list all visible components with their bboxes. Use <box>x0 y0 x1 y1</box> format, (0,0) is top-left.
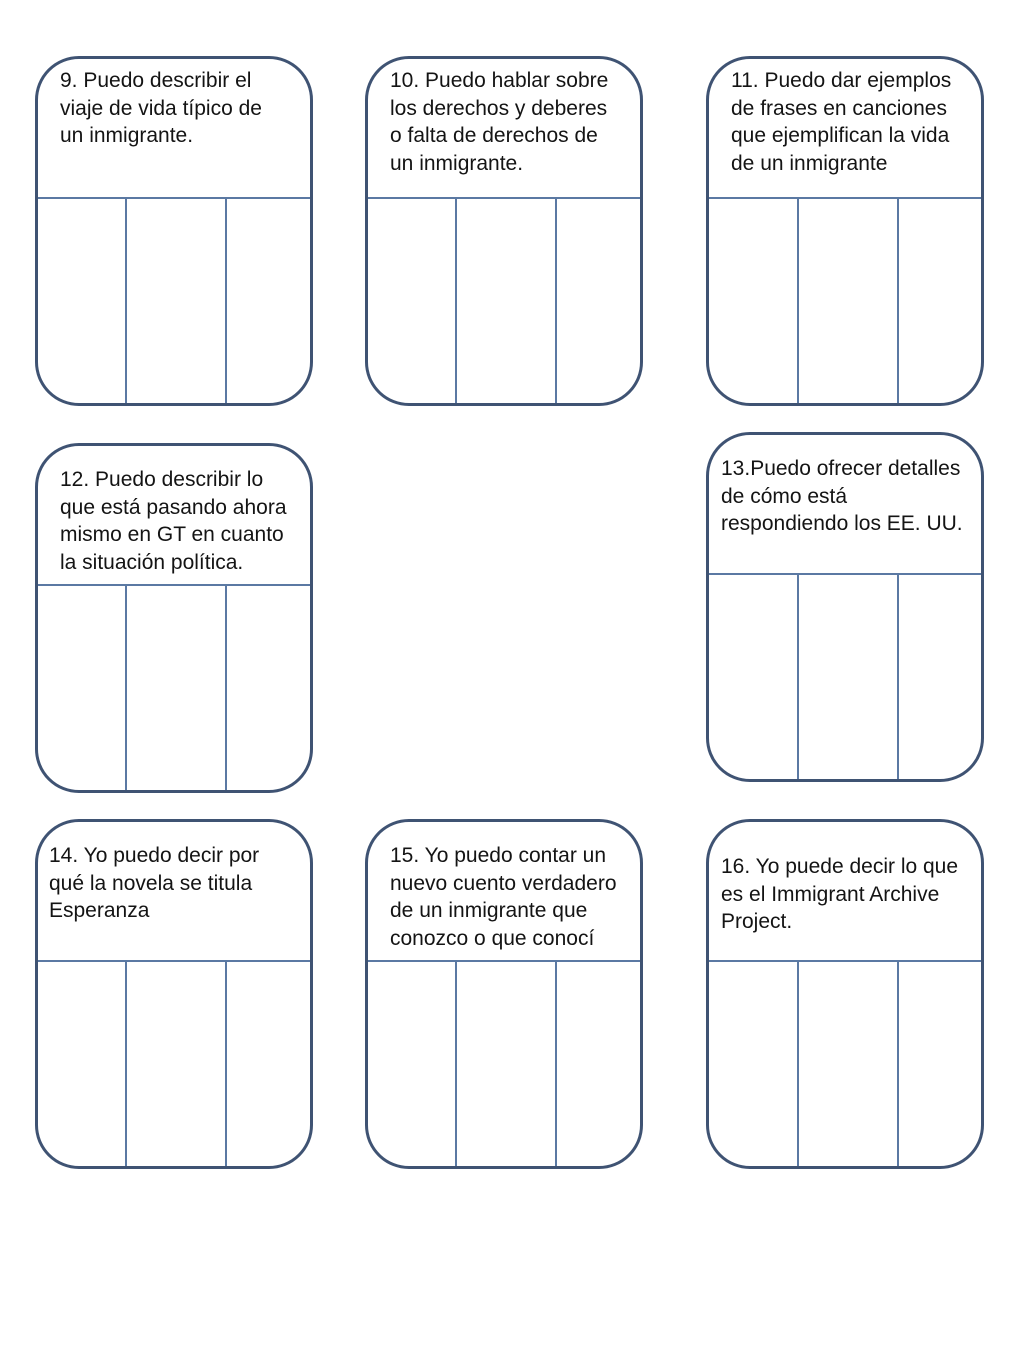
card-13-divider <box>709 573 981 575</box>
card-16 <box>706 819 984 1169</box>
card-14-text: 14. Yo puedo decir por qué la novela se titula Esperanza <box>49 844 260 922</box>
card-16-text: 16. Yo puede decir lo que es el Immigrant Archive Project. <box>721 855 959 933</box>
card-15 <box>365 819 643 1169</box>
card-9-column-line-2 <box>225 197 227 403</box>
card-13 <box>706 432 984 782</box>
card-9-divider <box>38 197 310 199</box>
card-16-column-line-1 <box>797 960 799 1166</box>
card-12-divider <box>38 584 310 586</box>
card-12 <box>35 443 313 793</box>
card-11-column-line-2 <box>897 197 899 403</box>
card-9-column-line-1 <box>125 197 127 403</box>
card-14-divider <box>38 960 310 962</box>
card-14-column-line-1 <box>125 960 127 1166</box>
card-15-divider <box>368 960 640 962</box>
card-12-column-line-1 <box>125 584 127 790</box>
card-12-text: 12. Puedo describir lo que está pasando ahora mismo en GT en cuanto la situación política. <box>60 468 287 574</box>
card-15-column-line-2 <box>555 960 557 1166</box>
card-16-column-line-2 <box>897 960 899 1166</box>
card-10-column-line-1 <box>455 197 457 403</box>
card-15-column-line-1 <box>455 960 457 1166</box>
card-11-divider <box>709 197 981 199</box>
card-9 <box>35 56 313 406</box>
card-10-column-line-2 <box>555 197 557 403</box>
card-13-column-line-1 <box>797 573 799 779</box>
card-10-divider <box>368 197 640 199</box>
card-15-text: 15. Yo puedo contar un nuevo cuento verdadero de un inmigrante que conozco o que conocí <box>390 844 617 950</box>
card-11-text: 11. Puedo dar ejemplos de frases en canciones que ejemplifican la vida de un inmigrante <box>731 69 952 175</box>
card-12-column-line-2 <box>225 584 227 790</box>
card-11-column-line-1 <box>797 197 799 403</box>
card-13-text: 13.Puedo ofrecer detalles de cómo está respondiendo los EE. UU. <box>721 457 963 535</box>
card-11 <box>706 56 984 406</box>
card-14-column-line-2 <box>225 960 227 1166</box>
card-13-column-line-2 <box>897 573 899 779</box>
card-14 <box>35 819 313 1169</box>
card-10 <box>365 56 643 406</box>
card-9-text: 9. Puedo describir el viaje de vida típico de un inmigrante. <box>60 69 262 147</box>
card-10-text: 10. Puedo hablar sobre los derechos y deberes o falta de derechos de un inmigrante. <box>390 69 609 175</box>
card-16-divider <box>709 960 981 962</box>
